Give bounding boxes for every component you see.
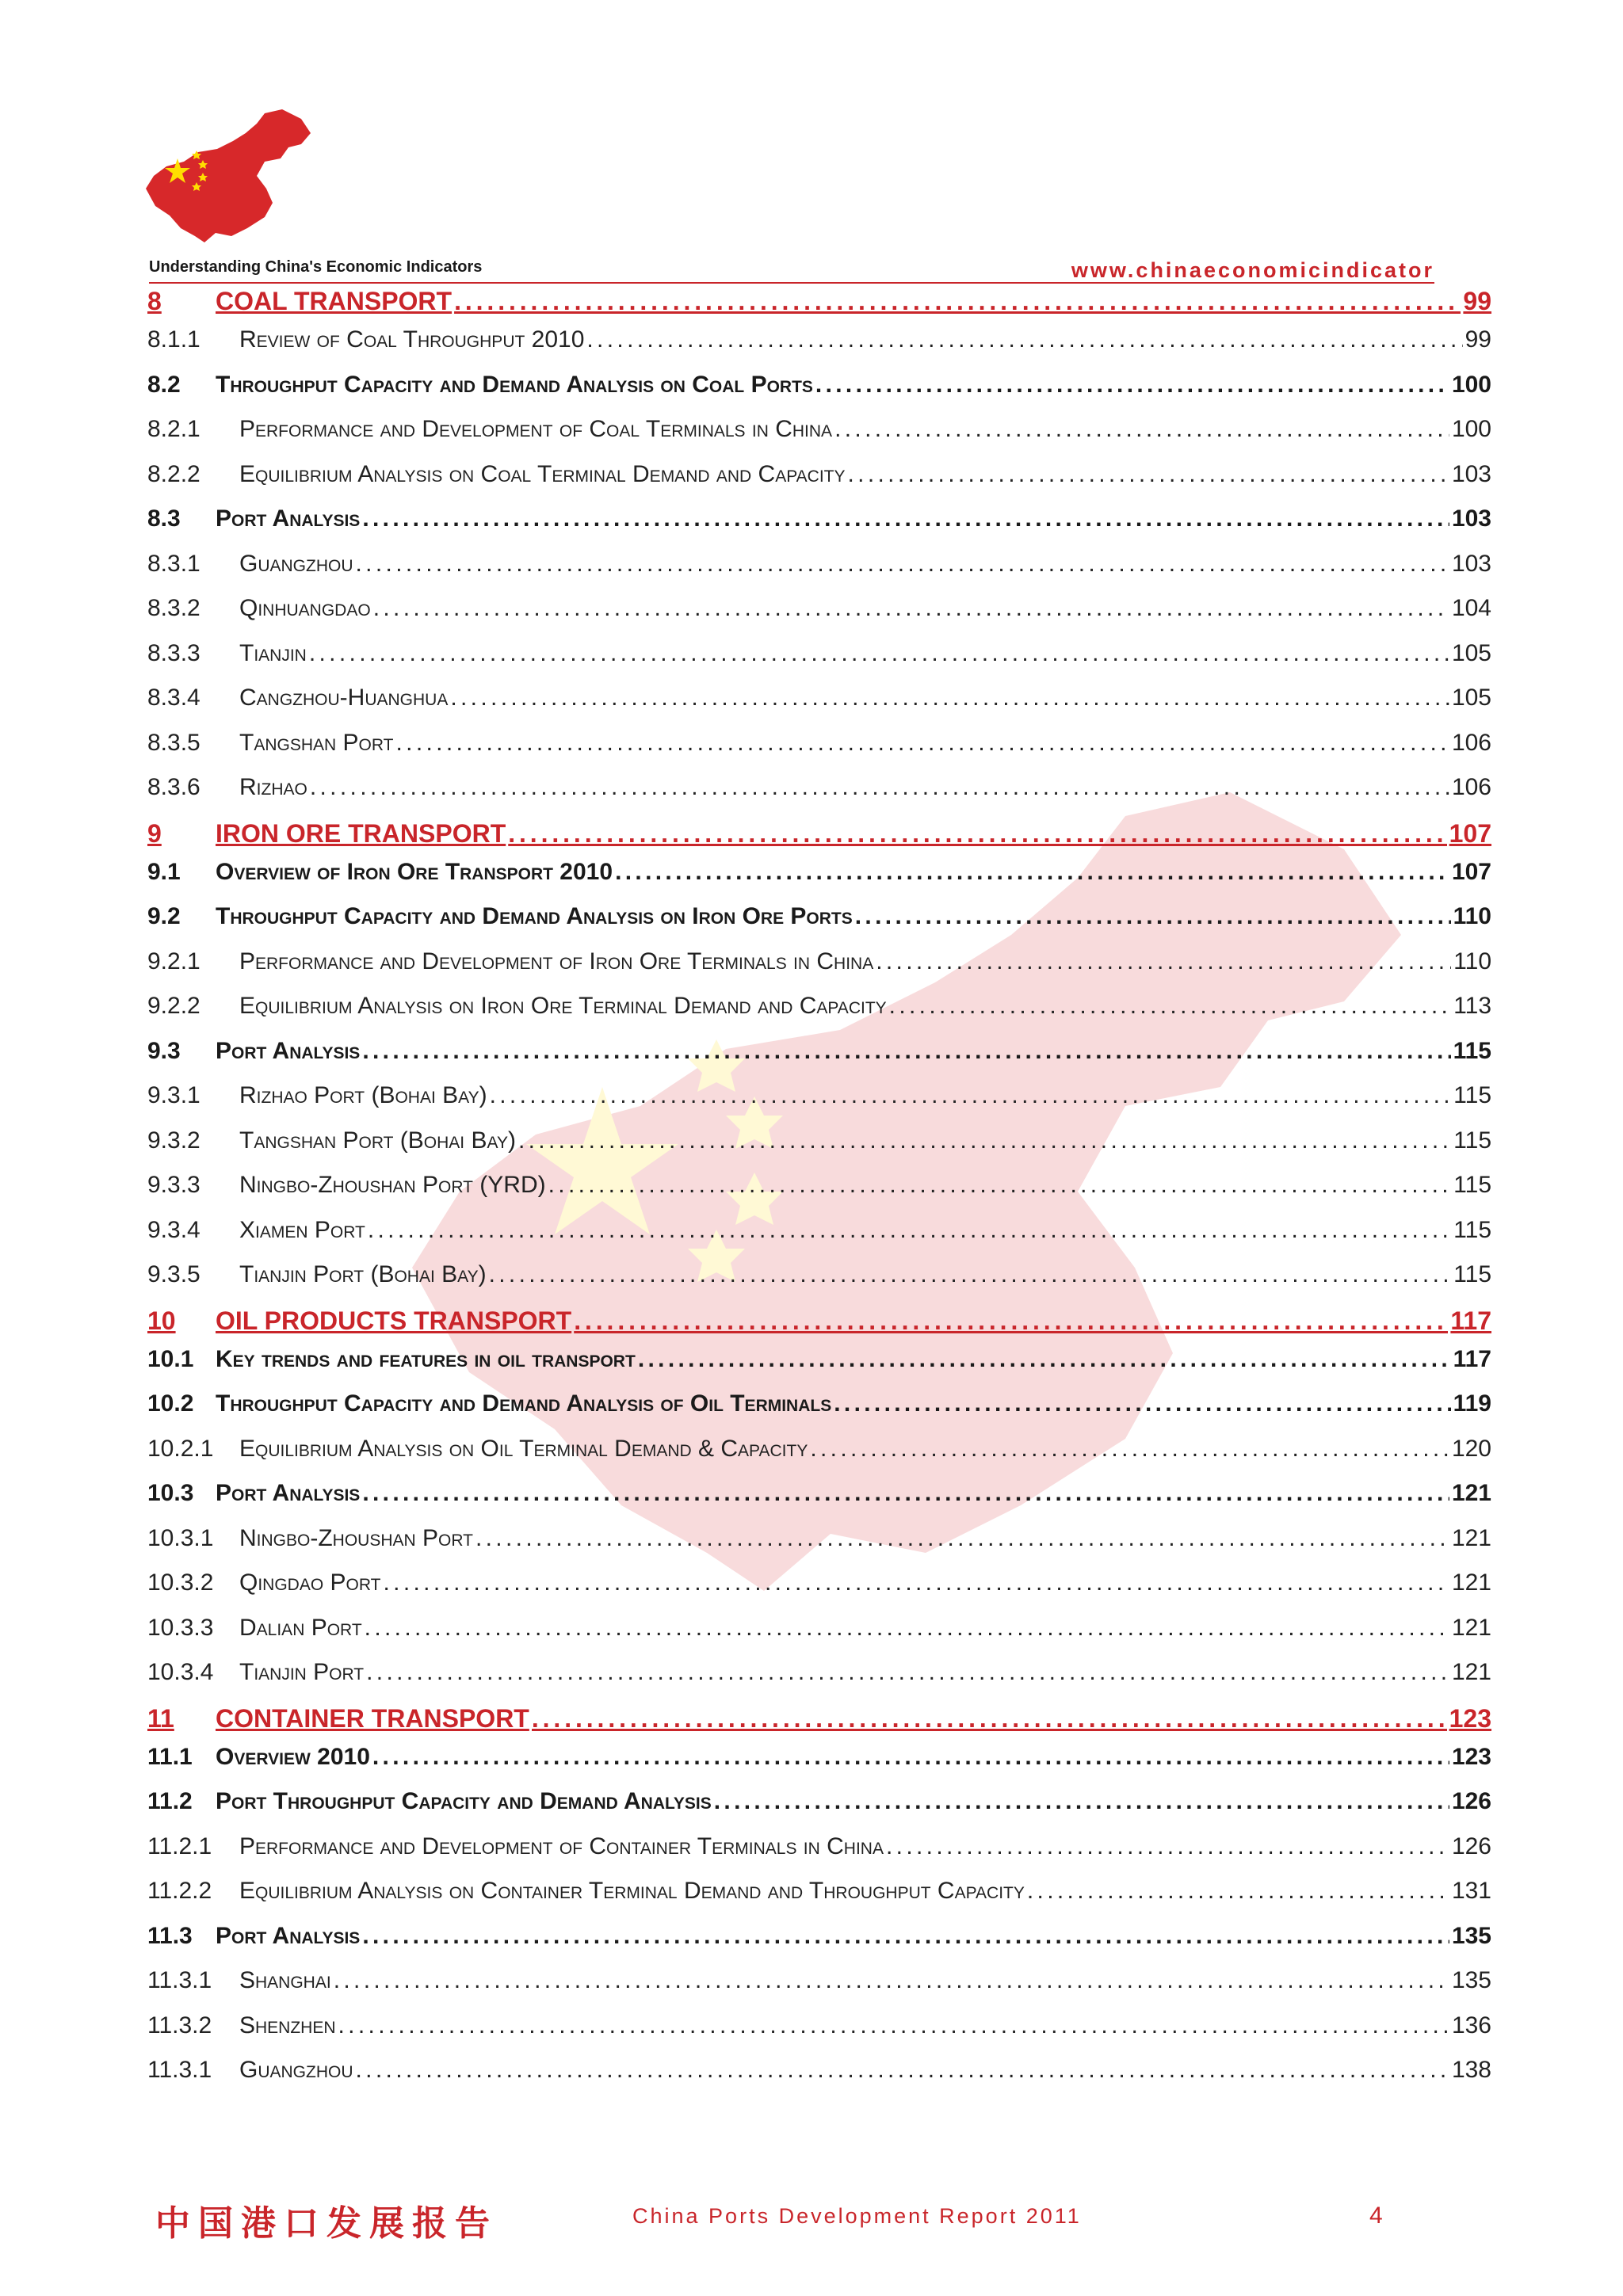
toc-entry[interactable]	[147, 685, 1491, 730]
toc-leader-dots	[855, 903, 1451, 930]
toc-entry-title: Tianjin Port	[239, 1659, 365, 1685]
toc-entry-title: COAL TRANSPORT	[216, 287, 453, 315]
toc-entry-page: 117	[1450, 1306, 1491, 1335]
toc-entry-page: 126	[1451, 1833, 1491, 1859]
toc-entry-page: 136	[1451, 2012, 1491, 2039]
toc-entry-page: 115	[1453, 1037, 1491, 1064]
toc-entry-page: 100	[1451, 371, 1491, 398]
toc-entry-title: IRON ORE TRANSPORT	[216, 818, 506, 848]
toc-entry-page: 115	[1453, 1082, 1491, 1108]
toc-entry-number: 8.1.1	[147, 326, 200, 353]
toc-entry[interactable]	[147, 1525, 1491, 1570]
toc-entry-number: 11.2	[147, 1788, 193, 1814]
toc-entry-page: 107	[1451, 858, 1491, 885]
toc-entry-page: 121	[1451, 1524, 1491, 1551]
toc-entry-number: 9.3.4	[147, 1216, 200, 1243]
toc-entry-number: 9.3	[147, 1037, 181, 1064]
toc-leader-dots	[586, 326, 1462, 353]
toc-entry-number: 9.3.1	[147, 1082, 200, 1108]
toc-entry-number: 8.3.3	[147, 639, 200, 666]
toc-entry-title: Equilibrium Analysis on Iron Ore Terminal Demand and Capacity	[239, 993, 887, 1019]
toc-entry-number: 9.1	[147, 858, 181, 885]
toc-entry-number: 8.2.1	[147, 416, 200, 442]
toc-entry-page: 110	[1453, 903, 1491, 929]
toc-entry[interactable]	[147, 1878, 1491, 1923]
toc-entry-number: 11.2.2	[147, 1878, 212, 1904]
toc-entry-title: Equilibrium Analysis on Container Terminal Demand and Throughput Capacity	[239, 1878, 1025, 1904]
toc-leader-dots	[574, 1306, 1448, 1336]
toc-entry[interactable]	[147, 1217, 1491, 1262]
toc-entry-title: Tianjin	[239, 639, 307, 666]
toc-leader-dots	[548, 1172, 1452, 1199]
toc-leader-dots	[362, 1480, 1449, 1507]
toc-leader-dots	[834, 1390, 1450, 1417]
toc-entry-page: 115	[1453, 1216, 1491, 1243]
toc-entry-title: Equilibrium Analysis on Coal Terminal Demand and Capacity	[239, 460, 846, 487]
toc-leader-dots	[338, 2012, 1449, 2039]
toc-entry-title: Qinhuangdao	[239, 595, 371, 621]
toc-entry-number: 9.3.3	[147, 1172, 200, 1198]
toc-entry-title: CONTAINER TRANSPORT	[216, 1703, 529, 1733]
toc-entry-number: 11.3.1	[147, 1967, 212, 1993]
toc-entry-page: 104	[1451, 595, 1491, 621]
toc-entry[interactable]	[147, 1306, 1491, 1346]
toc-entry-number: 10.2.1	[147, 1435, 214, 1462]
toc-leader-dots	[368, 1217, 1451, 1244]
toc-entry-page: 135	[1451, 1967, 1491, 1993]
toc-entry-number: 8.2	[147, 371, 181, 398]
toc-entry-number: 11.2.1	[147, 1833, 212, 1859]
toc-entry-title: Overview 2010	[216, 1743, 370, 1770]
toc-entry-title: Port Analysis	[216, 1037, 361, 1064]
toc-entry-title: Port Analysis	[216, 505, 361, 532]
toc-entry-title: Throughput Capacity and Demand Analysis of Oil Terminals	[216, 1390, 832, 1417]
toc-entry-title: Review of Coal Throughput 2010	[239, 326, 585, 353]
toc-entry-title: Xiamen Port	[239, 1216, 365, 1243]
toc-entry-page: 100	[1451, 416, 1491, 442]
toc-entry-number: 11.3	[147, 1922, 193, 1949]
toc-entry-page: 135	[1451, 1922, 1491, 1949]
toc-entry[interactable]	[147, 2057, 1491, 2102]
toc-entry[interactable]	[147, 859, 1491, 904]
toc-entry-page: 121	[1451, 1614, 1491, 1641]
toc-entry[interactable]	[147, 505, 1491, 551]
toc-entry[interactable]	[147, 730, 1491, 775]
toc-entry-page: 121	[1451, 1480, 1491, 1506]
toc-leader-dots	[362, 505, 1449, 532]
toc-entry-title: Cangzhou-Huanghua	[239, 685, 449, 711]
toc-entry-page: 123	[1449, 1703, 1491, 1733]
toc-entry[interactable]	[147, 1480, 1491, 1525]
toc-entry-page: 126	[1451, 1788, 1491, 1814]
toc-entry-page: 107	[1449, 818, 1491, 848]
toc-entry-number: 10.3.1	[147, 1524, 214, 1551]
toc-entry-number: 8.3.2	[147, 595, 200, 621]
toc-leader-dots	[615, 859, 1449, 886]
toc-entry[interactable]	[147, 993, 1491, 1038]
toc-entry-number: 10	[147, 1306, 176, 1335]
toc-entry-page: 115	[1453, 1127, 1491, 1154]
toc-entry-page: 138	[1451, 2057, 1491, 2083]
toc-entry[interactable]	[147, 1038, 1491, 1083]
toc-entry-number: 9.2.2	[147, 993, 200, 1019]
toc-entry[interactable]	[147, 1788, 1491, 1833]
table-of-contents	[147, 287, 1491, 2102]
toc-entry-number: 9.3.2	[147, 1127, 200, 1154]
toc-entry[interactable]	[147, 326, 1491, 372]
toc-entry-title: Guangzhou	[239, 550, 353, 577]
toc-leader-dots	[362, 1038, 1450, 1065]
toc-leader-dots	[454, 287, 1461, 316]
toc-entry[interactable]	[147, 774, 1491, 819]
toc-entry[interactable]	[147, 1172, 1491, 1217]
toc-leader-dots	[475, 1525, 1449, 1552]
toc-entry-number: 8.3.1	[147, 550, 200, 577]
toc-entry-page: 106	[1451, 774, 1491, 800]
toc-entry-title: Performance and Development of Coal Terminals in China	[239, 416, 833, 442]
toc-leader-dots	[383, 1569, 1449, 1596]
toc-entry-number: 8	[147, 287, 162, 315]
toc-leader-dots	[889, 993, 1452, 1020]
toc-leader-dots	[508, 819, 1446, 849]
toc-entry-title: Key trends and features in oil transport	[216, 1345, 636, 1372]
toc-entry-number: 10.1	[147, 1345, 194, 1372]
toc-leader-dots	[518, 1127, 1451, 1154]
toc-leader-dots	[372, 1744, 1449, 1771]
toc-entry-page: 110	[1453, 948, 1491, 974]
toc-entry-page: 121	[1451, 1569, 1491, 1596]
toc-entry-number: 11.3.2	[147, 2012, 212, 2039]
toc-entry-number: 8.3	[147, 505, 181, 532]
toc-entry-number: 9.3.5	[147, 1261, 200, 1287]
toc-entry-title: Equilibrium Analysis on Oil Terminal Demand & Capacity	[239, 1435, 808, 1462]
toc-entry-number: 8.3.4	[147, 685, 200, 711]
toc-entry[interactable]	[147, 416, 1491, 461]
toc-leader-dots	[815, 372, 1449, 399]
toc-entry-title: Tangshan Port	[239, 729, 394, 756]
toc-entry[interactable]	[147, 1082, 1491, 1127]
toc-entry[interactable]	[147, 1569, 1491, 1615]
toc-entry[interactable]	[147, 595, 1491, 640]
toc-entry-page: 123	[1451, 1743, 1491, 1770]
toc-entry-page: 131	[1451, 1878, 1491, 1904]
toc-leader-dots	[366, 1659, 1449, 1686]
toc-entry[interactable]	[147, 903, 1491, 948]
toc-entry-page: 99	[1465, 326, 1491, 353]
toc-leader-dots	[356, 551, 1449, 578]
toc-leader-dots	[450, 685, 1449, 711]
footer-chinese-title: 中国港口发展报告	[155, 2203, 498, 2244]
toc-entry-title: Guangzhou	[239, 2057, 353, 2083]
toc-entry-page: 121	[1451, 1659, 1491, 1685]
toc-entry-title: Tianjin Port (Bohai Bay)	[239, 1261, 487, 1287]
toc-entry[interactable]	[147, 1923, 1491, 1968]
toc-leader-dots	[489, 1261, 1452, 1288]
toc-entry[interactable]	[147, 1615, 1491, 1660]
toc-entry-title: Ningbo-Zhoushan Port (YRD)	[239, 1172, 546, 1198]
toc-leader-dots	[848, 461, 1449, 488]
toc-leader-dots	[638, 1346, 1451, 1373]
toc-entry[interactable]	[147, 1390, 1491, 1436]
toc-entry-title: Rizhao Port (Bohai Bay)	[239, 1082, 487, 1108]
toc-entry[interactable]	[147, 640, 1491, 685]
toc-entry-title: Throughput Capacity and Demand Analysis on Iron Ore Ports	[216, 903, 853, 929]
toc-entry[interactable]	[147, 948, 1491, 994]
toc-leader-dots	[490, 1082, 1452, 1109]
toc-entry-page: 105	[1451, 639, 1491, 666]
toc-entry[interactable]	[147, 1436, 1491, 1481]
toc-entry[interactable]	[147, 1833, 1491, 1878]
toc-entry-title: OIL PRODUCTS TRANSPORT	[216, 1306, 572, 1335]
toc-entry-title: Dalian Port	[239, 1614, 362, 1641]
toc-entry[interactable]	[147, 461, 1491, 506]
toc-leader-dots	[365, 1615, 1449, 1642]
toc-leader-dots	[309, 640, 1449, 667]
toc-entry[interactable]	[147, 819, 1491, 859]
toc-entry-page: 113	[1453, 993, 1491, 1019]
toc-leader-dots	[395, 730, 1449, 757]
toc-entry-title: Port Throughput Capacity and Demand Analysis	[216, 1788, 712, 1814]
toc-entry-page: 120	[1451, 1435, 1491, 1462]
toc-entry-title: Tangshan Port (Bohai Bay)	[239, 1127, 516, 1154]
toc-leader-dots	[714, 1788, 1449, 1815]
toc-leader-dots	[310, 774, 1449, 801]
toc-entry-page: 115	[1453, 1261, 1491, 1287]
toc-entry[interactable]	[147, 1346, 1491, 1391]
toc-entry-page: 117	[1453, 1345, 1491, 1372]
toc-entry-number: 10.3.2	[147, 1569, 214, 1596]
toc-entry[interactable]	[147, 1659, 1491, 1704]
toc-entry-page: 119	[1453, 1390, 1491, 1417]
toc-entry-title: Throughput Capacity and Demand Analysis on Coal Ports	[216, 371, 813, 398]
toc-leader-dots	[810, 1436, 1449, 1463]
toc-leader-dots	[532, 1704, 1447, 1733]
toc-entry-title: Port Analysis	[216, 1922, 361, 1949]
toc-entry[interactable]	[147, 1704, 1491, 1744]
toc-entry-number: 11	[147, 1703, 174, 1733]
toc-entry-number: 10.3	[147, 1480, 194, 1506]
toc-entry-number: 8.3.6	[147, 774, 200, 800]
toc-entry-title: Ningbo-Zhoushan Port	[239, 1524, 473, 1551]
toc-entry-number: 9.2	[147, 903, 181, 929]
toc-entry-page: 99	[1463, 287, 1491, 315]
toc-entry[interactable]	[147, 372, 1491, 417]
footer-report-title: China Ports Development Report 2011	[632, 2204, 1082, 2228]
toc-entry-number: 9	[147, 818, 162, 848]
header-divider	[149, 282, 1434, 284]
toc-entry-number: 11.1	[147, 1743, 193, 1770]
toc-entry-title: Overview of Iron Ore Transport 2010	[216, 858, 613, 885]
toc-leader-dots	[373, 595, 1449, 622]
toc-entry[interactable]	[147, 287, 1491, 326]
toc-entry-title: Rizhao	[239, 774, 307, 800]
toc-entry-title: Shanghai	[239, 1967, 331, 1993]
toc-leader-dots	[834, 416, 1449, 443]
toc-leader-dots	[886, 1833, 1449, 1860]
toc-entry-page: 105	[1451, 685, 1491, 711]
toc-entry-number: 9.2.1	[147, 948, 200, 974]
toc-entry-title: Performance and Development of Container Terminals in China	[239, 1833, 884, 1859]
header-website: www.chinaeconomicindicator	[1071, 258, 1434, 282]
toc-entry-page: 103	[1451, 505, 1491, 532]
toc-entry-title: Performance and Development of Iron Ore Terminals in China	[239, 948, 874, 974]
toc-leader-dots	[334, 1967, 1449, 1994]
toc-entry[interactable]	[147, 1967, 1491, 2012]
toc-entry[interactable]	[147, 1744, 1491, 1789]
toc-entry-page: 106	[1451, 729, 1491, 756]
toc-entry[interactable]	[147, 1261, 1491, 1306]
toc-entry[interactable]	[147, 1127, 1491, 1173]
china-map-flag-icon	[146, 109, 312, 248]
toc-entry-number: 8.2.2	[147, 460, 200, 487]
toc-entry-number: 11.3.1	[147, 2057, 212, 2083]
toc-entry-number: 8.3.5	[147, 729, 200, 756]
toc-leader-dots	[356, 2057, 1449, 2084]
toc-entry[interactable]	[147, 2012, 1491, 2058]
toc-entry-title: Port Analysis	[216, 1480, 361, 1506]
page-number: 4	[1369, 2203, 1383, 2229]
toc-entry-number: 10.3.3	[147, 1614, 214, 1641]
toc-entry-page: 103	[1451, 550, 1491, 577]
toc-entry-page: 103	[1451, 460, 1491, 487]
toc-entry-number: 10.2	[147, 1390, 194, 1417]
toc-entry[interactable]	[147, 551, 1491, 596]
header-tagline: Understanding China's Economic Indicators	[149, 258, 483, 276]
toc-entry-title: Qingdao Port	[239, 1569, 381, 1596]
toc-entry-page: 115	[1453, 1172, 1491, 1198]
toc-leader-dots	[1027, 1878, 1449, 1905]
toc-entry-title: Shenzhen	[239, 2012, 336, 2039]
toc-entry-number: 10.3.4	[147, 1659, 214, 1685]
toc-leader-dots	[362, 1923, 1449, 1950]
toc-leader-dots	[876, 948, 1451, 975]
